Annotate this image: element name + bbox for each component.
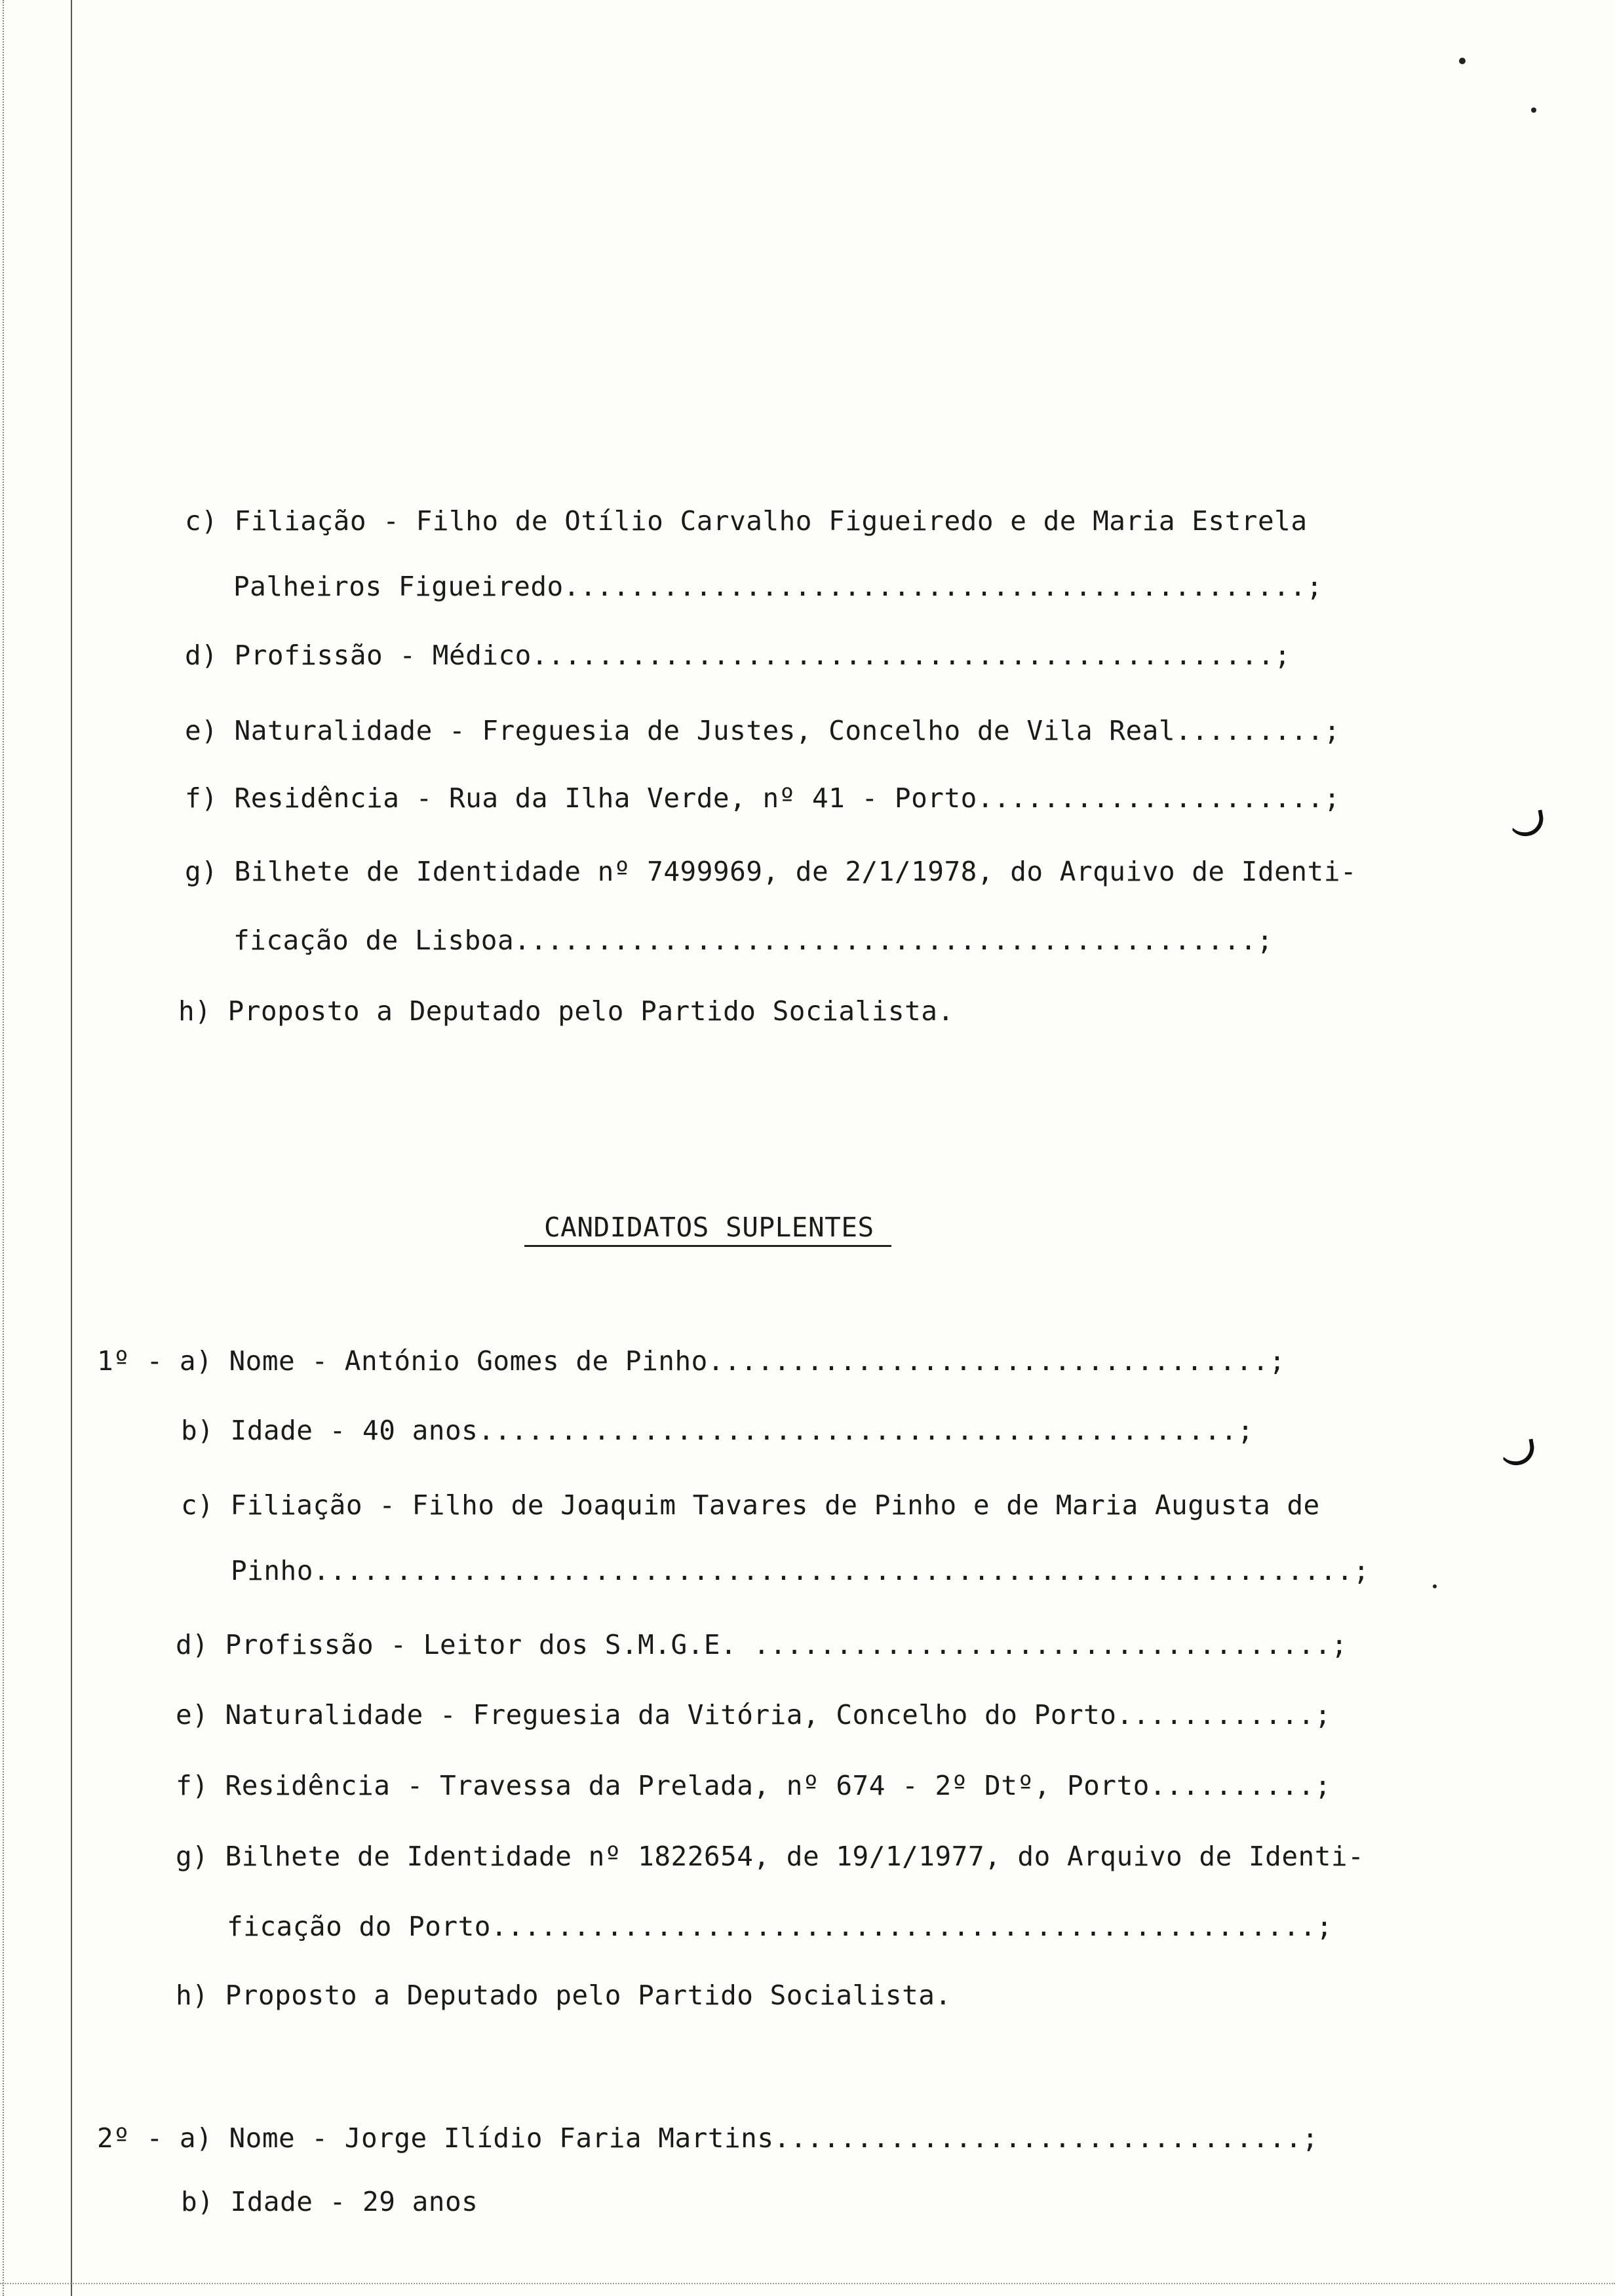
- candidate1-profissao-line: d) Profissão - Leitor dos S.M.G.E. ...................................;: [176, 1629, 1348, 1660]
- scan-mark: [1498, 1439, 1536, 1468]
- binding-edge-line: [71, 0, 72, 2296]
- candidate1-bilhete-line-2: ficação do Porto..................................................;: [227, 1911, 1333, 1942]
- candidate1-idade-line: b) Idade - 40 anos..............................................;: [181, 1415, 1254, 1446]
- candidate1-bilhete-line-1: g) Bilhete de Identidade nº 1822654, de 19/1/1977, do Arquivo de Identi-: [176, 1841, 1365, 1872]
- bottom-edge-line: [0, 2283, 1615, 2284]
- proposto-line: h) Proposto a Deputado pelo Partido Socialista.: [178, 995, 954, 1027]
- profissao-line: d) Profissão - Médico.............................................;: [185, 640, 1291, 671]
- candidate1-naturalidade-line: e) Naturalidade - Freguesia da Vitória, Concelho do Porto............;: [176, 1699, 1331, 1731]
- filiacao-line-1: c) Filiação - Filho de Otílio Carvalho Figueiredo e de Maria Estrela: [185, 505, 1308, 537]
- candidate2-nome-line: 2º - a) Nome - Jorge Ilídio Faria Martins................................;: [97, 2122, 1319, 2154]
- naturalidade-line: e) Naturalidade - Freguesia de Justes, Concelho de Vila Real.........;: [185, 715, 1340, 746]
- bilhete-line-1: g) Bilhete de Identidade nº 7499969, de 2/1/1978, do Arquivo de Identi-: [185, 856, 1357, 887]
- candidate1-proposto-line: h) Proposto a Deputado pelo Partido Socialista.: [176, 1980, 952, 2011]
- filiacao-line-2: Palheiros Figueiredo.............................................;: [233, 571, 1323, 602]
- heading-underline: [524, 1245, 891, 1247]
- scan-speck: [1531, 107, 1536, 113]
- binding-edge-dots: [3, 0, 4, 2296]
- scan-speck: [1433, 1584, 1437, 1588]
- residencia-line: f) Residência - Rua da Ilha Verde, nº 41 - Porto.....................;: [185, 782, 1340, 814]
- candidate1-filiacao-line-1: c) Filiação - Filho de Joaquim Tavares de Pinho e de Maria Augusta de: [181, 1489, 1320, 1521]
- scan-speck: [1459, 58, 1466, 64]
- scan-mark: [1507, 810, 1546, 839]
- bilhete-line-2: ficação de Lisboa.............................................;: [233, 925, 1274, 956]
- candidate1-nome-line: 1º - a) Nome - António Gomes de Pinho..................................;: [97, 1345, 1286, 1377]
- candidate2-idade-line: b) Idade - 29 anos: [181, 2186, 478, 2217]
- section-heading: CANDIDATOS SUPLENTES: [544, 1212, 874, 1243]
- candidate1-residencia-line: f) Residência - Travessa da Prelada, nº 674 - 2º Dtº, Porto..........;: [176, 1770, 1331, 1801]
- candidate1-filiacao-line-2: Pinho...............................................................;: [231, 1555, 1370, 1586]
